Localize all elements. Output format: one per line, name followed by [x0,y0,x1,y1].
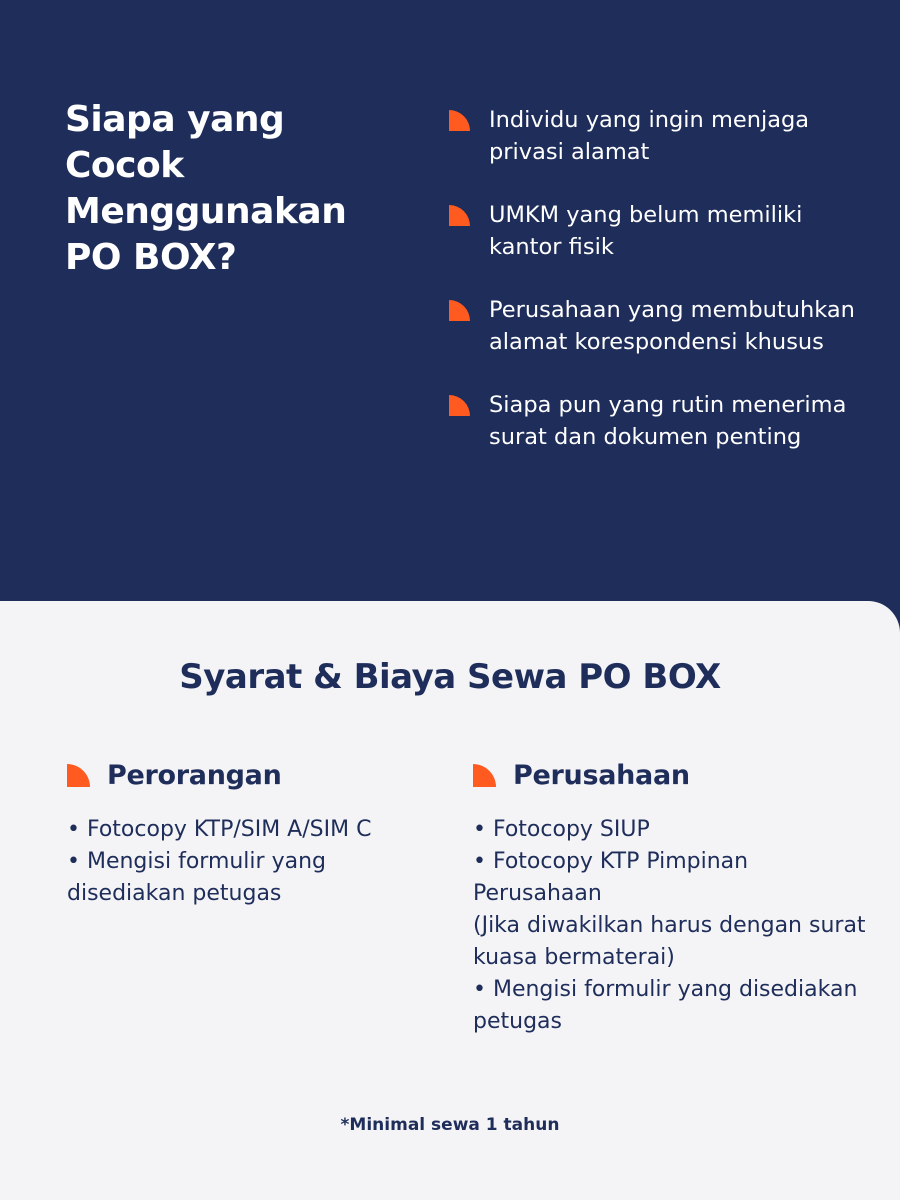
list-item [449,389,869,453]
bullet-tab-icon [473,764,496,787]
bullet-tab-icon [449,110,470,131]
requirement-item: • Fotocopy SIUP [473,817,650,842]
requirement-item: • Fotocopy KTP/SIM A/SIM C [67,817,372,842]
list-item-label: Siapa pun yang rutin menerima surat dan dokumen penting [489,392,847,450]
section-title: Syarat & Biaya Sewa PO BOX [179,657,721,697]
list-item [449,104,869,168]
bullet-tab-icon [449,205,470,226]
top-heading: Siapa yang Cocok Menggunakan PO BOX? [65,99,347,278]
suitable-users-list [449,104,869,484]
perusahaan-requirements [473,814,873,1038]
requirements-panel [0,601,900,1200]
perorangan-requirements [67,814,437,910]
list-item-label: Perusahaan yang membutuhkan alamat korespondensi khusus [489,297,855,355]
perorangan-column [67,755,437,910]
bullet-tab-icon [449,395,470,416]
list-item [449,294,869,358]
requirement-item: • Mengisi formulir yang disediakan petugas [473,977,858,1034]
perusahaan-title: Perusahaan [513,759,690,791]
bullet-tab-icon [449,300,470,321]
list-item-label: UMKM yang belum memiliki kantor fisik [489,202,803,260]
minimum-rental-note: *Minimal sewa 1 tahun [340,1115,560,1135]
perusahaan-column [473,755,873,1038]
bullet-tab-icon [67,764,90,787]
requirement-item: • Mengisi formulir yang disediakan petugas [67,849,326,906]
requirement-note: (Jika diwakilkan harus dengan surat kuasa bermaterai) [473,913,866,970]
list-item-label: Individu yang ingin menjaga privasi alamat [489,107,810,165]
perorangan-header [67,755,437,795]
perusahaan-header [473,755,873,795]
requirement-item: • Fotocopy KTP Pimpinan Perusahaan [473,849,749,906]
list-item [449,199,869,263]
perorangan-title: Perorangan [107,759,282,791]
